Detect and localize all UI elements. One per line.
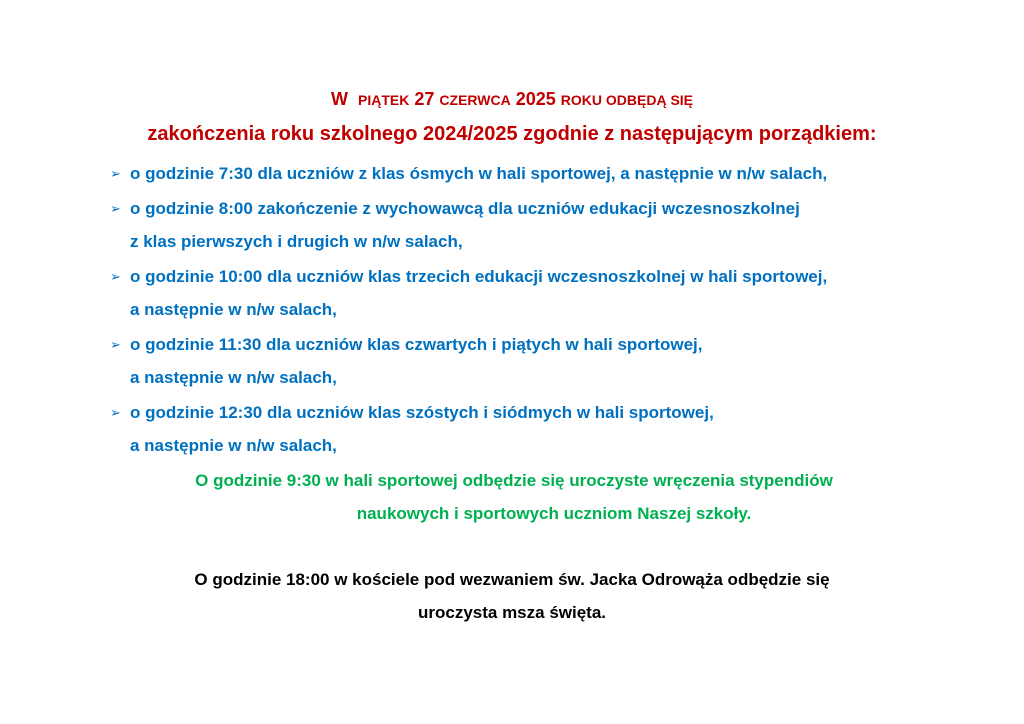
- heading-date: 27: [414, 89, 435, 109]
- schedule-item-1: [110, 165, 827, 182]
- schedule-item-4-text: o godzinie 11:30 dla uczniów klas czwartych i piątych w hali sportowej,: [130, 335, 703, 354]
- schedule-item-3-text: o godzinie 10:00 dla uczniów klas trzecich edukacji wczesnoszkolnej w hali sportowej,: [130, 267, 828, 286]
- arrow-bullet-icon: ➢: [110, 337, 121, 352]
- schedule-item-4: [110, 336, 702, 353]
- arrow-bullet-icon: ➢: [110, 405, 121, 420]
- msza-line-2: uroczysta msza święta.: [417, 603, 607, 622]
- schedule-item-5: [110, 404, 714, 421]
- schedule-item-3-continuation: a następnie w n/w salach,: [130, 300, 337, 319]
- schedule-item-4-continuation: a następnie w n/w salach,: [130, 368, 337, 387]
- stypendia-line-1: O godzinie 9:30 w hali sportowej odbędzie się uroczyste wręczenia stypendiów: [195, 471, 833, 490]
- schedule-item-5-text: o godzinie 12:30 dla uczniów klas szóstych i siódmych w hali sportowej,: [130, 403, 714, 422]
- heading-rest: ROKU ODBĘDĄ SIĘ: [560, 92, 694, 108]
- schedule-item-3: [110, 268, 827, 285]
- heading: [0, 90, 1024, 108]
- subtitle: zakończenia roku szkolnego 2024/2025 zgodnie z następującym porządkiem:: [147, 123, 877, 145]
- heading-month: CZERWCA: [439, 92, 511, 108]
- heading-piatek: PIĄTEK: [358, 92, 410, 108]
- schedule-item-2-text: o godzinie 8:00 zakończenie z wychowawcą dla uczniów edukacji wczesnoszkolnej: [130, 199, 800, 218]
- arrow-bullet-icon: ➢: [110, 269, 121, 284]
- msza-line-1: O godzinie 18:00 w kościele pod wezwaniem św. Jacka Odrowąża odbędzie się: [194, 570, 830, 589]
- heading-year: 2025: [515, 89, 556, 109]
- heading-w: W: [330, 89, 348, 109]
- arrow-bullet-icon: ➢: [110, 201, 121, 216]
- schedule-item-1-text: o godzinie 7:30 dla uczniów z klas ósmych w hali sportowej, a następnie w n/w salach,: [130, 164, 828, 183]
- schedule-item-5-continuation: a następnie w n/w salach,: [130, 436, 337, 455]
- stypendia-line-2: naukowych i sportowych uczniom Naszej szkoły.: [356, 504, 752, 523]
- schedule-item-2: [110, 200, 800, 217]
- schedule-item-2-continuation: z klas pierwszych i drugich w n/w salach,: [130, 232, 463, 251]
- arrow-bullet-icon: ➢: [110, 166, 121, 181]
